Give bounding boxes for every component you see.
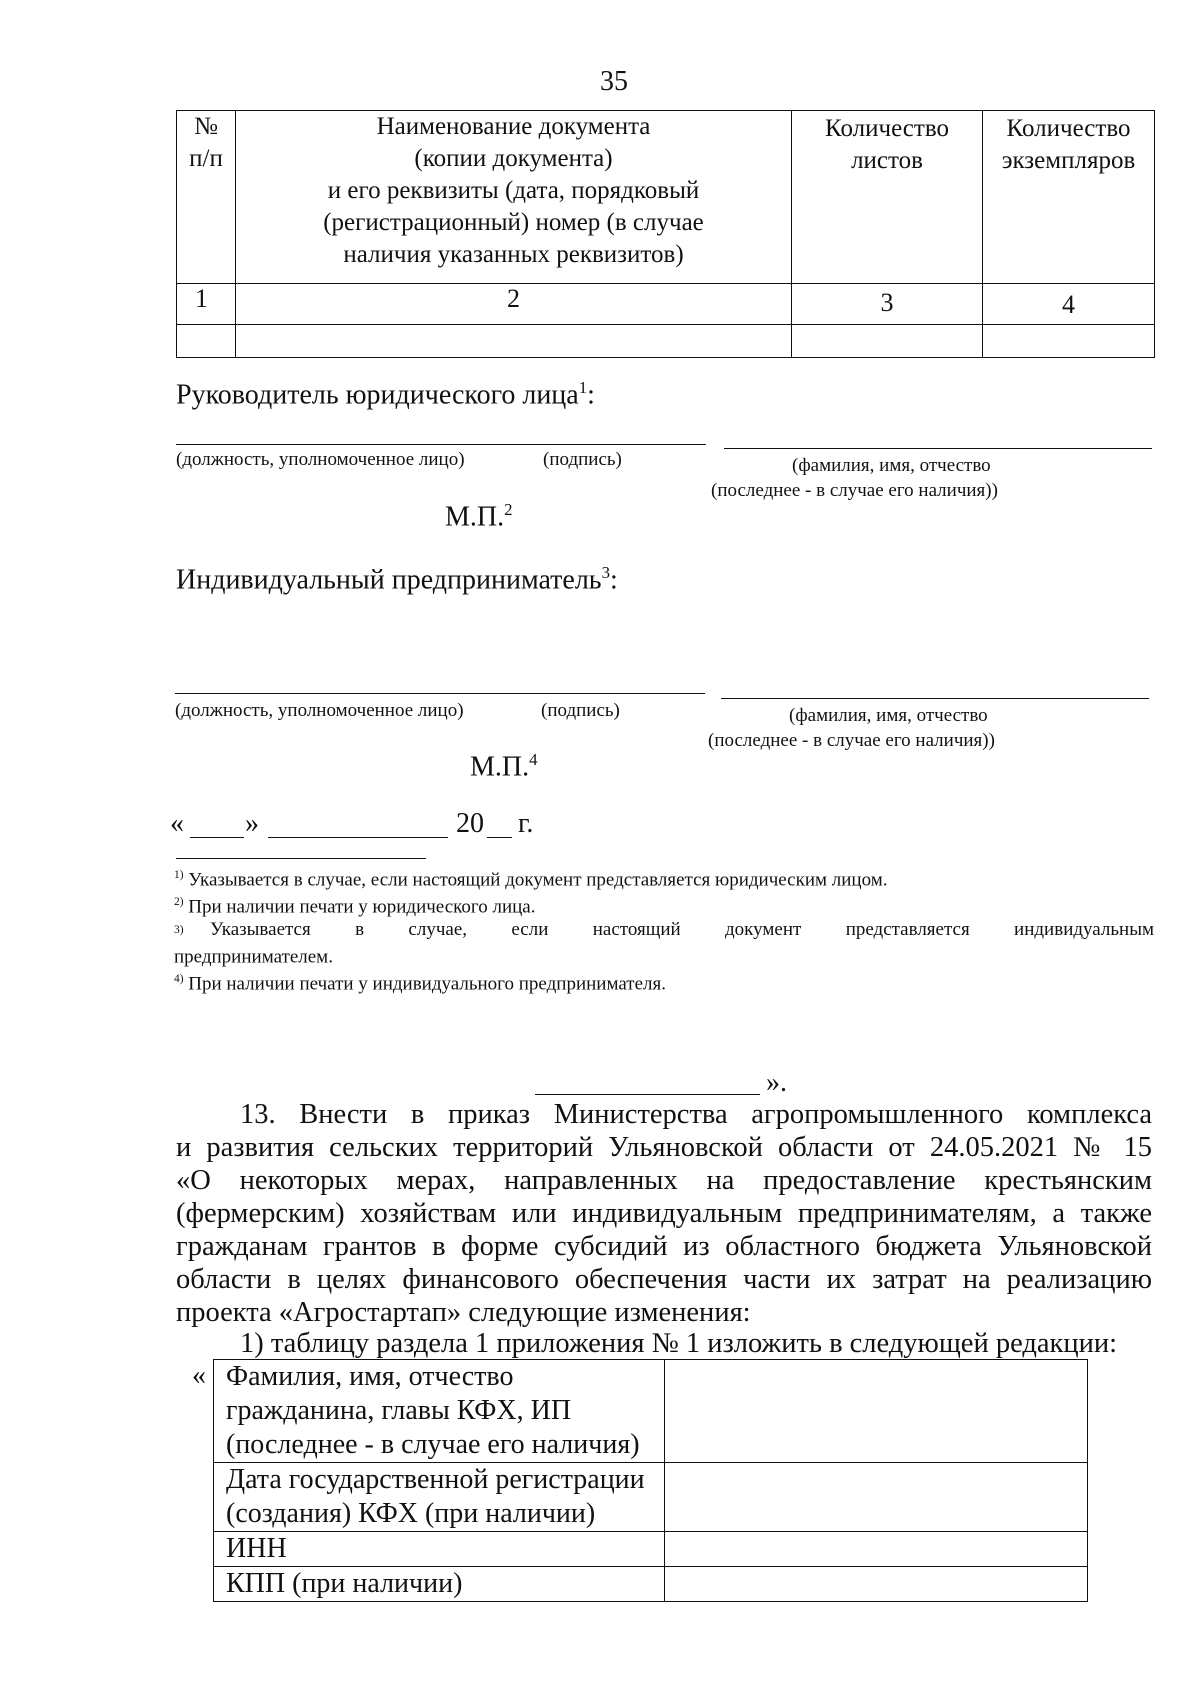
table-empty-row: [177, 325, 1155, 358]
name-line: [724, 448, 1152, 449]
table-number-row: [177, 284, 1155, 325]
empty-cell: [983, 325, 1155, 358]
year-blank: [487, 837, 512, 838]
legal-entity-label: Руководитель юридического лица$^1$:: [176, 378, 595, 411]
table-row: [214, 1567, 1088, 1602]
row-value: [665, 1360, 1088, 1463]
empty-cell: [177, 325, 236, 358]
caption-name: (фамилия, имя, отчество: [792, 455, 991, 476]
paragraph-line: (фермерским) хозяйствам или индивидуальным предпринимателям, а также: [176, 1198, 1152, 1229]
row-value: [665, 1463, 1088, 1532]
table-header-row: [177, 111, 1155, 284]
caption-name-note: (последнее - в случае его наличия)): [711, 480, 998, 501]
page-number: 35: [600, 66, 628, 97]
row-label-registration-date: Дата государственной регистрации (создания) КФХ (при наличии): [214, 1463, 665, 1532]
footnote: $^{2)}$ При наличии печати у юридического лица.: [174, 896, 536, 918]
caption-signature: (подпись): [543, 449, 622, 470]
stamp-label: М.П.$^2$: [445, 500, 513, 533]
paragraph-line: и развития сельских территорий Ульяновской области от 24.05.2021 № 15: [176, 1132, 1152, 1163]
row-label-full-name: Фамилия, имя, отчество гражданина, главы КФХ, ИП (последнее - в случае его наличия): [214, 1360, 665, 1463]
paragraph-line: «О некоторых мерах, направленных на предоставление крестьянским: [176, 1165, 1152, 1196]
footnote: предпринимателем.: [174, 945, 333, 967]
signature-line: [175, 693, 705, 694]
col-num-3: 3: [792, 284, 983, 325]
col-num-1: 1: [177, 284, 236, 325]
footnote-separator: [176, 858, 426, 859]
name-line: [721, 698, 1149, 699]
day-blank: [190, 837, 244, 838]
caption-name-note: (последнее - в случае его наличия)): [708, 730, 995, 751]
caption-signature: (подпись): [541, 700, 620, 721]
header-number: № п/п: [177, 111, 236, 284]
documents-table: [176, 110, 1155, 358]
paragraph-line: проекта «Агростартап» следующие изменения:: [176, 1297, 751, 1328]
caption-name: (фамилия, имя, отчество: [789, 705, 988, 726]
header-copies: Количество экземпляров: [983, 111, 1155, 284]
table-row: [214, 1360, 1088, 1463]
caption-position: (должность, уполномоченное лицо): [175, 700, 464, 721]
col-num-4: 4: [983, 284, 1155, 325]
paragraph-line: области в целях финансового обеспечения части их затрат на реализацию: [176, 1264, 1152, 1295]
applicant-info-table: [213, 1359, 1088, 1602]
footnote: $^{1)}$ Указывается в случае, если настоящий документ представляется юридическим лицом.: [174, 869, 888, 891]
footnote: $^{4)}$ При наличии печати у индивидуального предпринимателя.: [174, 972, 666, 995]
empty-cell: [792, 325, 983, 358]
footnote: 3) Указывается в случае, если настоящий документ представляется индивидуальным: [174, 918, 1154, 940]
table-row: [214, 1532, 1088, 1567]
row-label-inn: ИНН: [214, 1532, 665, 1567]
year-prefix: 20: [456, 808, 484, 839]
signature-line: [176, 444, 706, 445]
paragraph-line: 13. Внести в приказ Министерства агропромышленного комплекса: [240, 1099, 1152, 1130]
closing-blank: [535, 1094, 760, 1095]
col-num-2: 2: [236, 284, 792, 325]
stamp-label: М.П.$^4$: [470, 750, 538, 783]
info-table-open-quote: «: [192, 1360, 206, 1391]
table-row: [214, 1463, 1088, 1532]
item-1: 1) таблицу раздела 1 приложения № 1 изложить в следующей редакции:: [240, 1328, 1118, 1359]
row-label-kpp: КПП (при наличии): [214, 1567, 665, 1602]
paragraph-13: [176, 1098, 1152, 1329]
row-value: [665, 1567, 1088, 1602]
date-open-quote: «: [170, 808, 184, 839]
row-value: [665, 1532, 1088, 1567]
header-document-name: Наименование документа (копии документа) и его реквизиты (дата, порядковый (регистрационный) номер (в случае наличия указанных реквизитов): [236, 111, 792, 284]
empty-cell: [236, 325, 792, 358]
footnotes: [174, 864, 1154, 995]
caption-position: (должность, уполномоченное лицо): [176, 449, 465, 470]
year-suffix: г.: [518, 808, 534, 839]
paragraph-line: гражданам грантов в форме субсидий из областного бюджета Ульяновской: [176, 1231, 1152, 1262]
entrepreneur-label: Индивидуальный предприниматель$^3$:: [176, 563, 618, 596]
closing-mark: ».: [766, 1067, 787, 1098]
date-close-quote: »: [245, 808, 259, 839]
header-sheets: Количество листов: [792, 111, 983, 284]
month-blank: [268, 837, 448, 838]
